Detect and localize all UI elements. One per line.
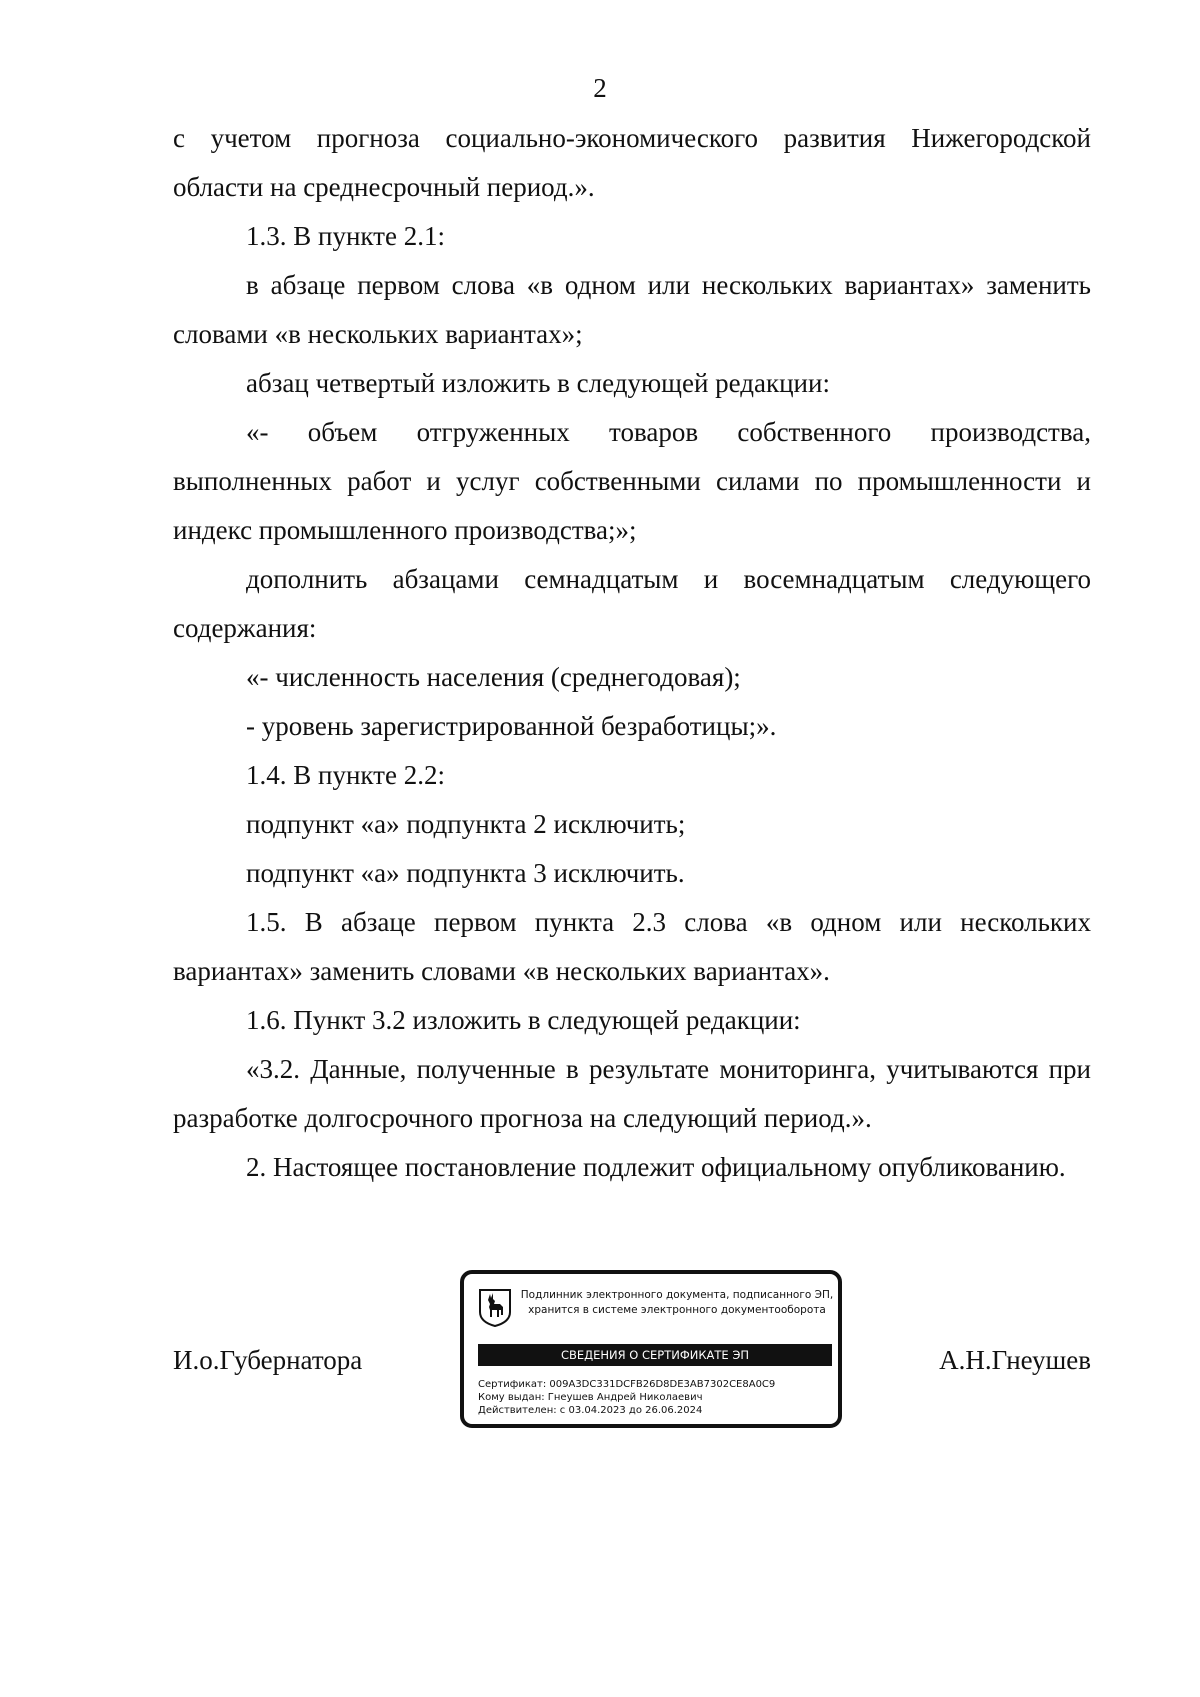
paragraph: в абзаце первом слова «в одном или нескольких вариантах» заменить словами «в нескольких вариантах»; xyxy=(173,270,1091,349)
paragraph: «- объем отгруженных товаров собственного производства, выполненных работ и услуг собственными силами по промышленности и индекс промышленного производства;»; xyxy=(173,417,1091,545)
stamp-header-line: хранится в системе электронного документооборота xyxy=(528,1304,826,1316)
certificate-details xyxy=(478,1378,832,1417)
paragraph: 2. Настоящее постановление подлежит официальному опубликованию. xyxy=(246,1152,1066,1182)
paragraph: подпункт «а» подпункта 3 исключить. xyxy=(246,858,685,888)
paragraph: «- численность населения (среднегодовая); xyxy=(246,662,741,692)
document-body xyxy=(173,114,1091,1192)
paragraph: - уровень зарегистрированной безработицы;». xyxy=(246,711,777,741)
certificate-validity: Действителен: с 03.04.2023 до 26.06.2024 xyxy=(478,1405,703,1416)
signer-name: А.Н.Гнеушев xyxy=(939,1345,1091,1375)
certificate-info-bar: СВЕДЕНИЯ О СЕРТИФИКАТЕ ЭП xyxy=(478,1344,832,1366)
electronic-signature-stamp xyxy=(460,1270,842,1428)
paragraph: с учетом прогноза социально-экономического развития Нижегородской области на среднесрочный период.». xyxy=(173,123,1091,202)
signature-block xyxy=(0,1270,1200,1430)
paragraph: дополнить абзацами семнадцатым и восемнадцатым следующего содержания: xyxy=(173,564,1091,643)
paragraph: подпункт «а» подпункта 2 исключить; xyxy=(246,809,686,839)
paragraph: 1.4. В пункте 2.2: xyxy=(246,760,445,790)
stamp-header xyxy=(520,1288,834,1318)
signer-title: И.о.Губернатора xyxy=(173,1345,363,1375)
deer-coat-of-arms-icon xyxy=(478,1288,512,1328)
paragraph: 1.5. В абзаце первом пункта 2.3 слова «в одном или нескольких вариантах» заменить словами «в нескольких вариантах». xyxy=(173,907,1091,986)
certificate-number: Сертификат: 009A3DC331DCFB26D8DE3AB7302CE8A0C9 xyxy=(478,1379,776,1390)
page-number: 2 xyxy=(593,73,607,103)
paragraph: 1.6. Пункт 3.2 изложить в следующей редакции: xyxy=(246,1005,801,1035)
stamp-header-line: Подлинник электронного документа, подписанного ЭП, xyxy=(520,1289,834,1301)
certificate-owner: Кому выдан: Гнеушев Андрей Николаевич xyxy=(478,1392,703,1403)
paragraph: абзац четвертый изложить в следующей редакции: xyxy=(246,368,830,398)
paragraph: «3.2. Данные, полученные в результате мониторинга, учитываются при разработке долгосрочного прогноза на следующий период.». xyxy=(173,1054,1091,1133)
paragraph: 1.3. В пункте 2.1: xyxy=(246,221,445,251)
